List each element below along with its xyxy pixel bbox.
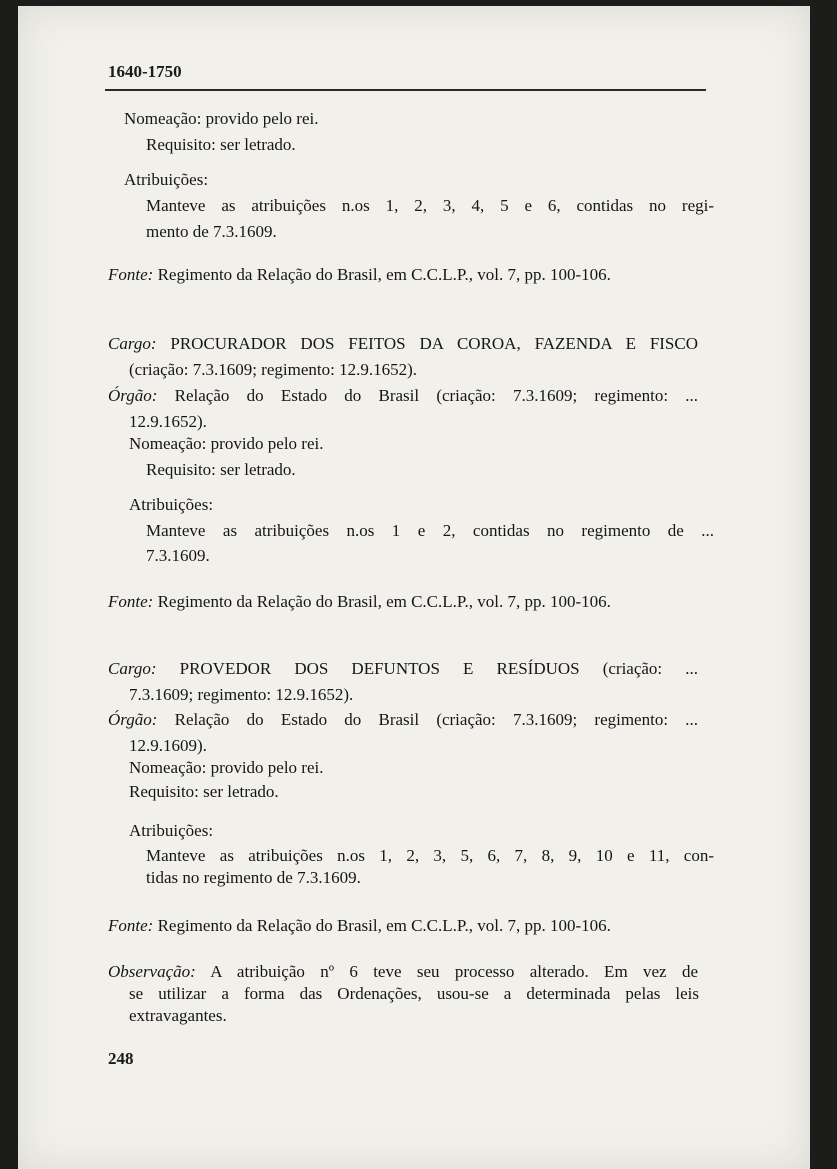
page-number: 248 bbox=[108, 1049, 134, 1068]
block3-fonte: Fonte: Regimento da Relação do Brasil, em C.C.L.P., vol. 7, pp. 100-106. bbox=[108, 916, 611, 935]
block3-observacao-line2: se utilizar a forma das Ordenações, usou-se a determinada pelas leis bbox=[129, 984, 699, 1003]
block3-cargo-line1: Cargo: PROVEDOR DOS DEFUNTOS E RESÍDUOS (criação: ... bbox=[108, 659, 699, 678]
block3-atribuicoes-heading: Atribuições: bbox=[129, 821, 214, 840]
block1-atribuicoes-heading: Atribuições: bbox=[124, 170, 209, 189]
block3-observacao-line3: extravagantes. bbox=[129, 1006, 227, 1025]
block2-requisito: Requisito: ser letrado. bbox=[146, 460, 296, 479]
block2-cargo-line1: Cargo: PROCURADOR DOS FEITOS DA COROA, FAZENDA E FISCO bbox=[108, 334, 699, 353]
block1-nomeacao: Nomeação: provido pelo rei. bbox=[124, 109, 319, 128]
block2-manteve-line2: 7.3.1609. bbox=[146, 546, 210, 565]
block2-atribuicoes-heading: Atribuições: bbox=[129, 495, 214, 514]
block3-manteve-line2: tidas no regimento de 7.3.1609. bbox=[146, 868, 361, 887]
block3-requisito: Requisito: ser letrado. bbox=[129, 782, 279, 801]
block3-orgao-line2: 12.9.1609). bbox=[129, 736, 207, 755]
block3-orgao-line1: Órgão: Relação do Estado do Brasil (criação: 7.3.1609; regimento: ... bbox=[108, 710, 699, 729]
block2-cargo-line2: (criação: 7.3.1609; regimento: 12.9.1652). bbox=[129, 360, 417, 379]
block3-nomeacao: Nomeação: provido pelo rei. bbox=[129, 758, 324, 777]
block2-fonte: Fonte: Regimento da Relação do Brasil, em C.C.L.P., vol. 7, pp. 100-106. bbox=[108, 592, 611, 611]
block2-manteve-line1: Manteve as atribuições n.os 1 e 2, contidas no regimento de ... bbox=[146, 521, 714, 540]
block1-manteve-line1: Manteve as atribuições n.os 1, 2, 3, 4, 5 e 6, contidas no regi- bbox=[146, 196, 714, 215]
block2-orgao-line1: Órgão: Relação do Estado do Brasil (criação: 7.3.1609; regimento: ... bbox=[108, 386, 699, 405]
block3-observacao-line1: Observação: A atribuição nº 6 teve seu processo alterado. Em vez de bbox=[108, 962, 699, 981]
header-rule bbox=[105, 89, 706, 91]
block2-nomeacao: Nomeação: provido pelo rei. bbox=[129, 434, 324, 453]
block2-orgao-line2: 12.9.1652). bbox=[129, 412, 207, 431]
block3-cargo-line2: 7.3.1609; regimento: 12.9.1652). bbox=[129, 685, 354, 704]
block1-fonte: Fonte: Regimento da Relação do Brasil, em C.C.L.P., vol. 7, pp. 100-106. bbox=[108, 265, 611, 284]
block3-manteve-line1: Manteve as atribuições n.os 1, 2, 3, 5, 6, 7, 8, 9, 10 e 11, con- bbox=[146, 846, 714, 865]
running-header: 1640-1750 bbox=[108, 62, 182, 81]
block1-manteve-line2: mento de 7.3.1609. bbox=[146, 222, 277, 241]
block1-requisito: Requisito: ser letrado. bbox=[146, 135, 296, 154]
